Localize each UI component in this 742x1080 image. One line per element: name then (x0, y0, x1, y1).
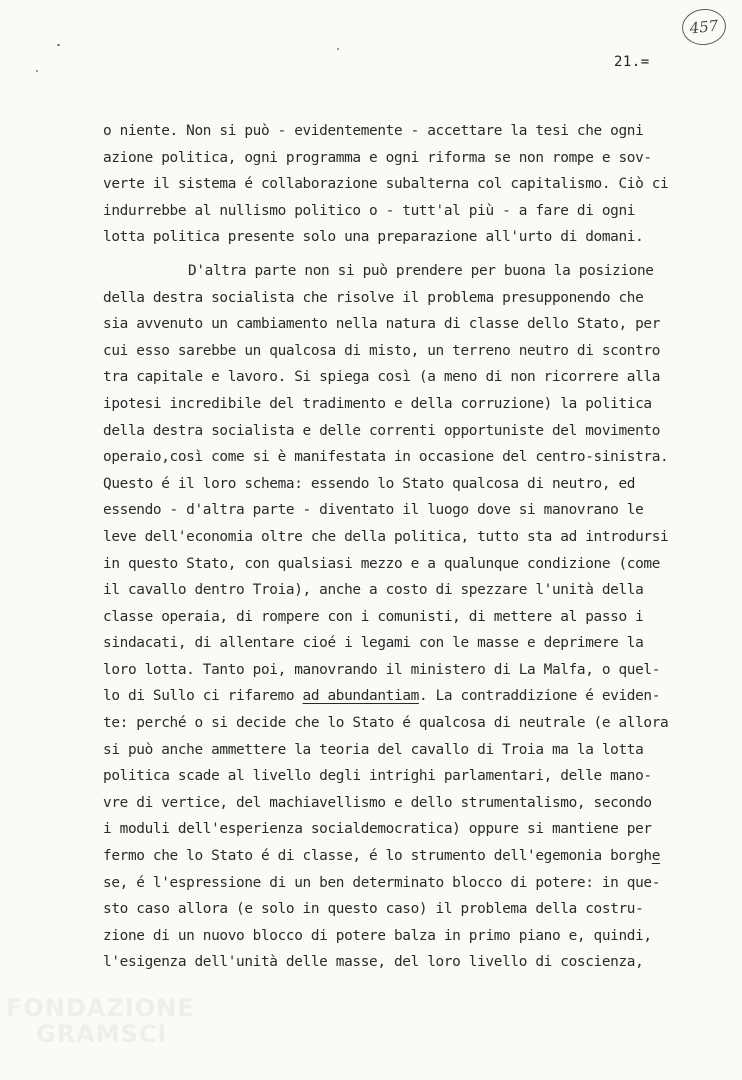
text-segment: . La contraddizione é eviden- (418, 688, 661, 705)
text-line: ipotesi incredibile del tradimento e della corruzione) la politica (103, 395, 652, 412)
text-line: della destra socialista e delle correnti opportuniste del movimento (103, 422, 661, 439)
text-line: operaio,così come si è manifestata in occasione del centro-sinistra. (103, 449, 669, 466)
text-line: sindacati, di allentare cioé i legami con le masse e deprimere la (103, 635, 644, 652)
text-line: indurrebbe al nullismo politico o - tutt'al più - a fare di ogni (103, 202, 636, 219)
text-line: in questo Stato, con qualsiasi mezzo e a qualunque condizione (come (103, 555, 661, 572)
text-line: loro lotta. Tanto poi, manovrando il ministero di La Malfa, o quel- (103, 661, 661, 678)
text-line: essendo - d'altra parte - diventato il luogo dove si manovrano le (103, 502, 644, 519)
underlined-phrase: ad abundantiam (302, 688, 419, 705)
text-line: classe operaia, di rompere con i comunisti, di mettere al passo i (103, 608, 644, 625)
text-line: l'esigenza dell'unità delle masse, del loro livello di coscienza, (103, 954, 644, 971)
watermark-line: FONDAZIONE (6, 994, 195, 1022)
text-line: te: perché o si decide che lo Stato é qualcosa di neutrale (e allora (103, 715, 669, 732)
text-line (103, 843, 713, 870)
body-text (103, 118, 713, 976)
text-line: politica scade al livello degli intrighi parlamentari, delle mano- (103, 768, 652, 785)
text-line: tra capitale e lavoro. Si spiega così (a meno di non ricorrere alla (103, 369, 661, 386)
text-line: se, é l'espressione di un ben determinato blocco di potere: in que- (103, 874, 661, 891)
text-line: o niente. Non si può - evidentemente - accettare la tesi che ogni (103, 123, 644, 139)
text-line: i moduli dell'esperienza socialdemocratica) oppure si mantiene per (103, 821, 652, 838)
text-line: leve dell'economia oltre che della politica, tutto sta ad introdursi (103, 528, 669, 545)
paper-speck (57, 44, 60, 46)
text-segment: fermo che lo Stato é di classe, é lo strumento dell'egemonia borgh (103, 848, 652, 865)
archive-stamp-number: 457 (688, 16, 720, 38)
text-line: Questo é il loro schema: essendo lo Stato qualcosa di neutro, ed (103, 475, 636, 492)
text-line: verte il sistema é collaborazione subalterna col capitalismo. Ciò ci (103, 176, 669, 193)
underlined-phrase: e (651, 848, 661, 865)
watermark-logo (6, 996, 195, 1046)
text-line: della destra socialista che risolve il problema presupponendo che (103, 289, 644, 306)
text-line: azione politica, ogni programma e ogni riforma se non rompe e sov- (103, 149, 652, 166)
text-line: D'altra parte non si può prendere per buona la posizione (188, 262, 654, 279)
archive-stamp (680, 7, 728, 47)
text-line: vre di vertice, del machiavellismo e dello strumentalismo, secondo (103, 794, 652, 811)
text-line: cui esso sarebbe un qualcosa di misto, un terreno neutro di scontro (103, 342, 661, 359)
watermark-line: GRAMSCI (36, 1020, 168, 1048)
text-line: il cavallo dentro Troia), anche a costo di spezzare l'unità della (103, 582, 644, 599)
paper-speck (36, 70, 38, 72)
text-segment: lo di Sullo ci rifaremo (103, 688, 303, 705)
text-line: sia avvenuto un cambiamento nella natura di classe dello Stato, per (103, 316, 661, 333)
page-number: 21.= (614, 54, 650, 70)
text-line (103, 683, 713, 710)
paper-speck (337, 48, 339, 50)
text-line: sto caso allora (e solo in questo caso) il problema della costru- (103, 901, 644, 918)
text-line: lotta politica presente solo una preparazione all'urto di domani. (103, 229, 644, 246)
text-line: zione di un nuovo blocco di potere balza in primo piano e, quindi, (103, 927, 652, 944)
text-line: si può anche ammettere la teoria del cavallo di Troia ma la lotta (103, 741, 644, 758)
